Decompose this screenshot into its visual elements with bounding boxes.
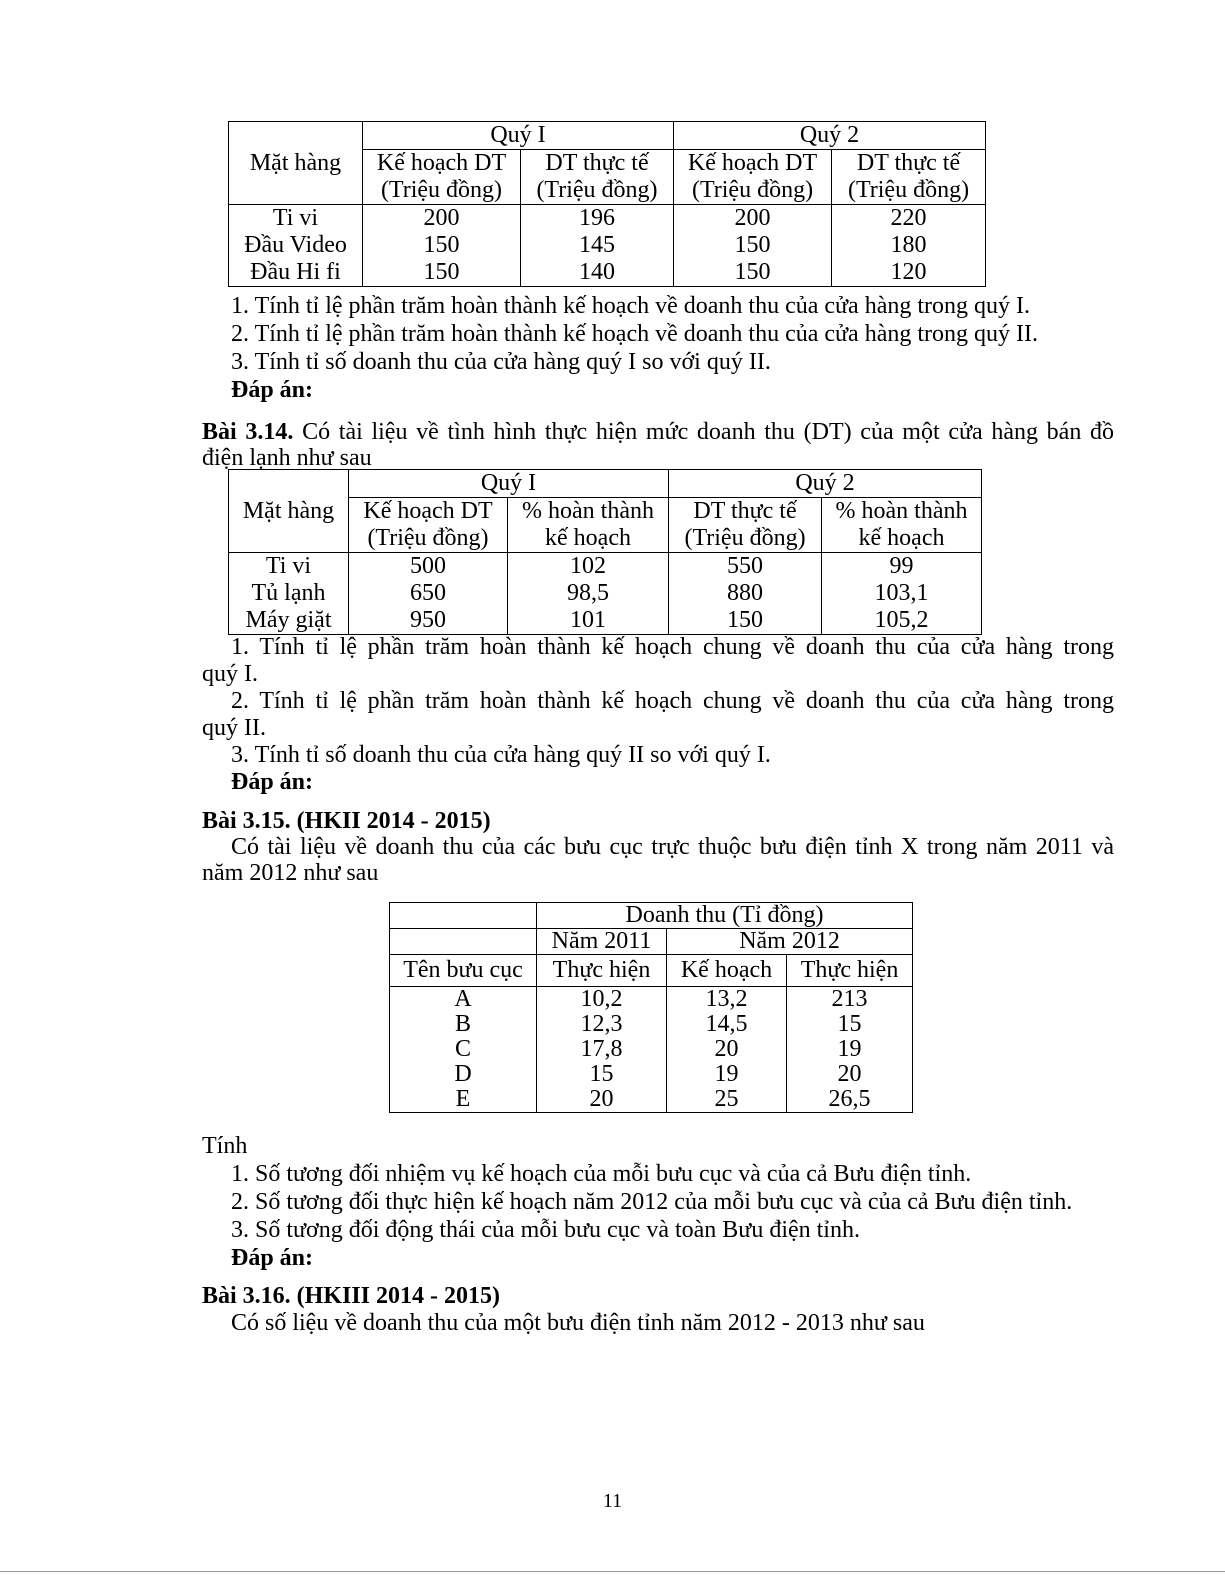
footer-divider (0, 1571, 1225, 1572)
revenue-header: Doanh thu (Tỉ đồng) (537, 903, 913, 929)
exercise-3-16: Bài 3.16. (HKIII 2014 - 2015) Có số liệu về doanh thu của một bưu điện tỉnh năm 2012 - 2013 như sau (202, 1283, 925, 1336)
exercise-title: Bài 3.16. (HKIII 2014 - 2015) (202, 1283, 501, 1309)
exercise-3-14-questions: 1. Tính tỉ lệ phần trăm hoàn thành kế hoạch chung về doanh thu của cửa hàng trong quý I. 2. Tính tỉ lệ phần trăm hoàn thành kế hoạch chung về doanh thu của cửa hàng trong quý II. 3. Tính tỉ số doanh thu của cửa hàng quý II so với quý I. Đáp án: (202, 634, 1114, 795)
table-revenue-plan-2 (228, 469, 982, 635)
exercise-3-14: Bài 3.14. Có tài liệu về tình hình thực hiện mức doanh thu (DT) của một cửa hàng bán đồ điện lạnh như sau (202, 419, 1115, 471)
question: 3. Tính tỉ số doanh thu của cửa hàng quý II so với quý I. (231, 742, 771, 768)
table-row: Ti vi 500 102 550 99 (229, 553, 982, 581)
question: 3. Tính tỉ số doanh thu của cửa hàng quý I so với quý II. (231, 349, 771, 375)
question: 2. Tính tỉ lệ phần trăm hoàn thành kế hoạch chung về doanh thu của cửa hàng trong (231, 688, 1114, 714)
column-header: DT thực tế (Triệu đồng) (832, 150, 986, 205)
table-row: Đầu Video 150 145 150 180 (229, 232, 986, 259)
column-header: Thực hiện (537, 955, 667, 987)
question: 3. Số tương đối động thái của mỗi bưu cục và toàn Bưu điện tỉnh. (231, 1217, 860, 1243)
table-revenue-plan-1 (228, 121, 986, 287)
quarter-header: Quý I (363, 122, 674, 150)
quarter-header: Quý 2 (669, 470, 982, 498)
column-header: % hoàn thành kế hoạch (822, 498, 982, 553)
quarter-header: Quý 2 (674, 122, 986, 150)
column-header: % hoàn thành kế hoạch (508, 498, 669, 553)
table-row: Máy giặt 950 101 150 105,2 (229, 607, 982, 635)
item-header: Mặt hàng (229, 150, 363, 205)
answer-label: Đáp án: (231, 769, 314, 795)
exercise-title: Bài 3.15. (HKII 2014 - 2015) (202, 808, 491, 834)
item-header: Mặt hàng (229, 498, 349, 553)
column-header: Thực hiện (787, 955, 913, 987)
name-header: Tên bưu cục (390, 955, 537, 987)
table-row: Tủ lạnh 650 98,5 880 103,1 (229, 580, 982, 607)
question: 1. Tính tỉ lệ phần trăm hoàn thành kế hoạch về doanh thu của cửa hàng trong quý I. (231, 293, 1031, 319)
question: 2. Số tương đối thực hiện kế hoạch năm 2012 của mỗi bưu cục và của cả Bưu điện tỉnh. (231, 1189, 1073, 1215)
exercise-title: Bài 3.14. (202, 419, 294, 445)
column-header: Kế hoạch DT (Triệu đồng) (363, 150, 521, 205)
column-header: DT thực tế (Triệu đồng) (669, 498, 822, 553)
year-header: Năm 2012 (667, 929, 913, 955)
exercise-3-15-questions: Tính 1. Số tương đối nhiệm vụ kế hoạch của mỗi bưu cục và của cả Bưu điện tỉnh. 2. Số tương đối thực hiện kế hoạch năm 2012 của mỗi bưu cục và của cả Bưu điện tỉnh. 3. Số tương đối động thái của mỗi bưu cục và toàn Bưu điện tỉnh. Đáp án: (202, 1132, 1114, 1272)
table-row: B 12,3 14,5 15 (390, 1012, 913, 1037)
table-row: C 17,8 20 19 (390, 1037, 913, 1062)
quarter-header: Quý I (349, 470, 669, 498)
table-row: Đầu Hi fi 150 140 150 120 (229, 259, 986, 287)
table-row: A 10,2 13,2 213 (390, 987, 913, 1013)
exercise-3-13-questions (202, 292, 1114, 404)
exercise-3-15: Bài 3.15. (HKII 2014 - 2015) Có tài liệu về doanh thu của các bưu cục trực thuộc bưu điện tỉnh X trong năm 2011 và năm 2012 như sau (202, 808, 1114, 886)
answer-label: Đáp án: (231, 1245, 314, 1271)
table-row: Ti vi 200 196 200 220 (229, 205, 986, 233)
question: 1. Số tương đối nhiệm vụ kế hoạch của mỗi bưu cục và của cả Bưu điện tỉnh. (231, 1161, 972, 1187)
page-number: 11 (602, 1490, 623, 1512)
column-header: Kế hoạch DT (Triệu đồng) (349, 498, 508, 553)
table-row: E 20 25 26,5 (390, 1087, 913, 1113)
question: 2. Tính tỉ lệ phần trăm hoàn thành kế hoạch về doanh thu của cửa hàng trong quý II. (231, 321, 1038, 347)
question: 1. Tính tỉ lệ phần trăm hoàn thành kế hoạch chung về doanh thu của cửa hàng trong (231, 634, 1114, 660)
table-post-office-revenue (389, 902, 913, 1113)
column-header: Kế hoạch (667, 955, 787, 987)
table-row: D 15 19 20 (390, 1062, 913, 1087)
answer-label: Đáp án: (231, 377, 314, 403)
column-header: DT thực tế (Triệu đồng) (521, 150, 674, 205)
year-header: Năm 2011 (537, 929, 667, 955)
column-header: Kế hoạch DT (Triệu đồng) (674, 150, 832, 205)
